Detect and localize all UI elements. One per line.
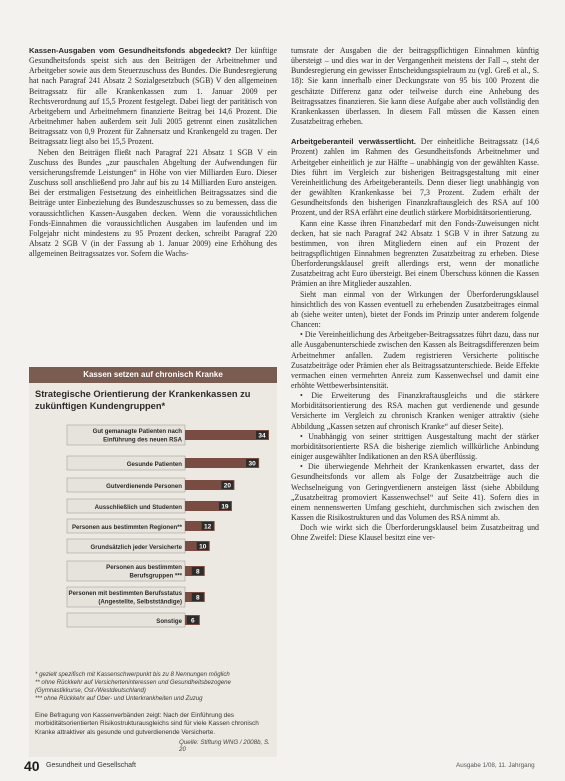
paragraph: Sieht man einmal von der Wirkungen der Überforderungsklausel hinsichtlich des von Kassen eventuell zu erhebenden Zusatzbeitrages einmal ab (siehe weiter unten), bietet der Fonds im Prinzip unter anderem folgende Chancen: <box>291 289 539 330</box>
paragraph: Doch wie wirkt sich die Überforderungsklausel beim Zusatzbeitrag und Ohne Zweifel: Diese Klausel besitzt eine ver- <box>291 523 539 543</box>
category-label: Personen aus bestimmten <box>106 564 182 571</box>
value-label: 19 <box>221 503 229 511</box>
right-column <box>291 46 539 544</box>
magazine-name: Gesundheit und Gesellschaft <box>46 762 136 769</box>
category-label: Personen aus bestimmten Regionen** <box>71 523 182 531</box>
category-label: Gut gemanagte Patienten nach <box>92 428 182 435</box>
value-label: 30 <box>248 460 256 468</box>
value-label: 8 <box>195 594 200 602</box>
category-label: Berufsgruppen *** <box>129 572 182 580</box>
figure-note: * gezielt spezifisch mit Kassenschwerpunkt bis zu 8 Nennungen möglich <box>35 671 230 678</box>
figure-source: Quelle: Stiftung WNG / 2008b, S. 20 <box>179 739 270 753</box>
figure-caption: Eine Befragung von Kassenverbänden zeigt: Nach der Einführung des morbiditätsorientierten Risikostrukturausgleichs sind für viele Kassen chronisch Kranke attraktiver als gesunde und gutverdienende Versicherte. <box>35 712 259 736</box>
figure-note: *** ohne Rückkehr auf Ober- und Unterkrankheiten und Zuzug <box>35 695 203 702</box>
value-label: 20 <box>223 482 232 490</box>
chart-row <box>67 613 200 627</box>
paragraph-lead: Arbeitgeberanteil verwässertlicht. <box>291 137 416 147</box>
value-label: 34 <box>258 432 266 440</box>
left-column <box>29 46 277 259</box>
value-label: 12 <box>204 523 212 531</box>
chart-row <box>67 519 215 533</box>
paragraph <box>29 46 277 148</box>
issue-info: Ausgabe 1/08, 11. Jahrgang <box>456 762 535 769</box>
chart-row <box>67 456 259 470</box>
category-label: Grundsätzlich jeder Versicherte <box>90 543 182 551</box>
figure-title: Strategische Orientierung der Krankenkassen zu zukünftigen Kundengruppen* <box>35 389 251 411</box>
value-label: 8 <box>195 568 200 576</box>
category-label: Gutverdienende Personen <box>106 482 182 490</box>
category-label: Sonstige <box>156 617 182 625</box>
bullet-item: • Die Erweiterung des Finanzkraftausgleichs und die stärkere Morbiditätsorientierung des RSA machen gut verdienende und gesunde Versicherte im Vergleich zu chronisch Kranken weniger attraktiv (siehe Abbildung „Kassen setzen auf chronisch Kranke“ auf dieser Seite). <box>291 391 539 431</box>
bar-chart <box>29 367 277 667</box>
chart-row <box>67 425 269 445</box>
paragraph-text: Der einheitliche Beitragssatz (14,6 Prozent) zahlen im Rahmen des Gesundheitsfonds Arbeitnehmer und Arbeitgeber einheitlich je zur Hälfte – unabhängig von der gewählten Kasse. Dies führt im Vergleich zur bisherigen Beitragsgestaltung mit einer Vereinheitlichung des Arbeitgeberanteils. Denn dieser liegt unabhängig von der gewählten Krankenkasse bei 7,3 Prozent. Zudem erhält der Gesundheitsfonds den bisherigen Finanzkraftausgleich des RSA auf 100 Prozent, und der RSA erfährt eine deutlich stärkere Morbiditätsorientierung. <box>291 137 539 218</box>
value-label: 6 <box>191 617 195 625</box>
category-label: Einführung des neuen RSA <box>103 436 182 444</box>
figure-box <box>29 367 277 757</box>
category-label: (Angestellte, Selbstständige) <box>98 598 182 606</box>
paragraph: Neben den Beiträgen fließt nach Paragraf 221 Absatz 1 SGB V ein Zuschuss des Bundes „zur pauschalen Abgeltung der Aufwendungen für versicherungsfremde Leistungen“ in Höhe von vier Milliarden Euro. Dieser Zuschuss soll anschließend pro Jahr auf bis zu 14 Milliarden Euro ansteigen. Bei der erstmaligen Festsetzung des einheitlichen Beitragssatzes sind die Beiträge unter Einbeziehung des Bundeszuschusses so zu bemessen, dass die voraussichtlichen Kassen-Ausgaben decken. Wenn die voraussichtlichen Fonds-Einnahmen die voraussichtlichen Ausgaben im laufenden und im Folgejahr nicht mindestens zu 95 Prozent decken, schreibt Paragraf 220 Absatz 2 SGB V (in der Fassung ab 1. Januar 2009) eine Erhöhung des allgemeinen Beitragssatzes vor. Sofern die Wachs- <box>29 147 277 259</box>
paragraph: tumsrate der Ausgaben die der beitragspflichtigen Einnahmen künftig übersteigt – und dies war in der Vergangenheit meistens der Fall –, steht der Bundesregierung ein gewisser Entscheidungsspielraum zu (vgl. Greß et al., S. 18): Sie kann innerhalb einer Deckungsrate von 95 bis 100 Prozent die geschätzte Differenz ganz oder teilweise durch eine Anhebung des Beitragssatzes finanzieren. Sie kann diese Aufgabe aber auch vollständig den Krankenkassen überlassen. In diesem Fall müssen die Kassen einen Zusatzbeitrag erheben. <box>291 46 539 127</box>
paragraph: Kann eine Kasse ihren Finanzbedarf mit den Fonds-Zuweisungen nicht decken, hat sie nach Paragraf 242 Absatz 1 SGB V in ihrer Satzung zu bestimmen, von ihren Mitgliedern einen auf ein Prozent der beitragspflichtigen Einnahmen begrenzten Zusatzbeitrag zu erheben. Diese Überforderungsklausel greift allerdings erst, wenn der monatliche Zusatzbeitrag acht Euro übersteigt. Bei einem Überschuss können die Kassen Prämien an ihre Mitglieder auszahlen. <box>291 218 539 289</box>
category-label: Gesunde Patienten <box>126 460 182 468</box>
figure-banner: Kassen setzen auf chronisch Kranke <box>29 367 277 383</box>
paragraph <box>291 137 539 218</box>
chart-row <box>67 561 205 581</box>
chart-row <box>67 478 234 492</box>
chart-row <box>67 539 210 553</box>
page-number: 40 <box>24 758 40 774</box>
paragraph-text: Der künftige Gesundheitsfonds speist sich aus den Beiträgen der Arbeitnehmer und Arbeitgeber sowie aus dem Steuerzuschuss des Bundes. Die Bundesregierung hat nach Paragraf 241 Absatz 2 Sozialgesetzbuch (SGB) V den allgemeinen Beitragssatz für alle Krankenkassen zum 1. Januar 2009 per Rechtsverordnung auf 15,5 Prozent festgelegt. Dabei liegt der paritätisch von Arbeitgebern und Arbeitnehmern finanzierte Beitrag bei 14,6 Prozent. Die Arbeitnehmer haben außerdem seit Juli 2005 getrennt einen zusätzlichen Beitragssatz von 0,9 Prozent für Zahnersatz und Krankengeld zu tragen. Der Beitragssatz liegt also bei 15,5 Prozent. <box>29 46 277 147</box>
bullet-item: • Unabhängig von seiner strittigen Ausgestaltung macht der stärker morbiditätsorientierte RSA die bisherige ziemlich willkürliche Anbindung einiger ausgewählter Indikationen an den RSA überflüssig. <box>291 431 539 462</box>
paragraph-lead: Kassen-Ausgaben vom Gesundheitsfonds abgedeckt? <box>29 46 232 55</box>
category-label: Personen mit bestimmten Berufsstatus <box>68 590 182 597</box>
chart-row <box>67 587 205 607</box>
figure-notes <box>35 671 273 703</box>
bullet-item: • Die überwiegende Mehrheit der Krankenkassen erwartet, dass der Gesundheitsfonds vor allem als Folge der Zusatzbeiträge auch die Wechselneigung von Geringverdienern ansteigen lässt (siehe Abbildung „Zusatzbeitrag promoviert Kassenwechsel“ auf Seite 41). Sofern dies in einem nennenswerten Umfang geschieht, durchmischen sich zwischen den Kassen die Risikostrukturen und das Volumen des RSA nimmt ab. <box>291 462 539 523</box>
value-label: 10 <box>199 543 207 551</box>
category-label: Ausschließlich und Studenten <box>94 503 182 511</box>
chart-row <box>67 499 232 513</box>
figure-note: ** ohne Rückkehr auf Versicherteninteressen und Gesundheitsbezogene (Gymnastikkurse, Ost-/Westdeutschland) <box>35 679 231 694</box>
bullet-item: • Die Vereinheitlichung des Arbeitgeber-Beitragssatzes führt dazu, dass nur alle Ausgabenunterschiede zwischen den Kassen als Beitragsdifferenzen beim Arbeitnehmer anfallen. Zudem registrieren Versicherte politische Zusatzbeiträge oder Prämien eher als Beitragssatzunterschiede. Beide Effekte vermachen einen vermehrten Anreiz zum Kassenwechsel und damit eine erhöhte Wettbewerbsintensität. <box>291 330 539 390</box>
